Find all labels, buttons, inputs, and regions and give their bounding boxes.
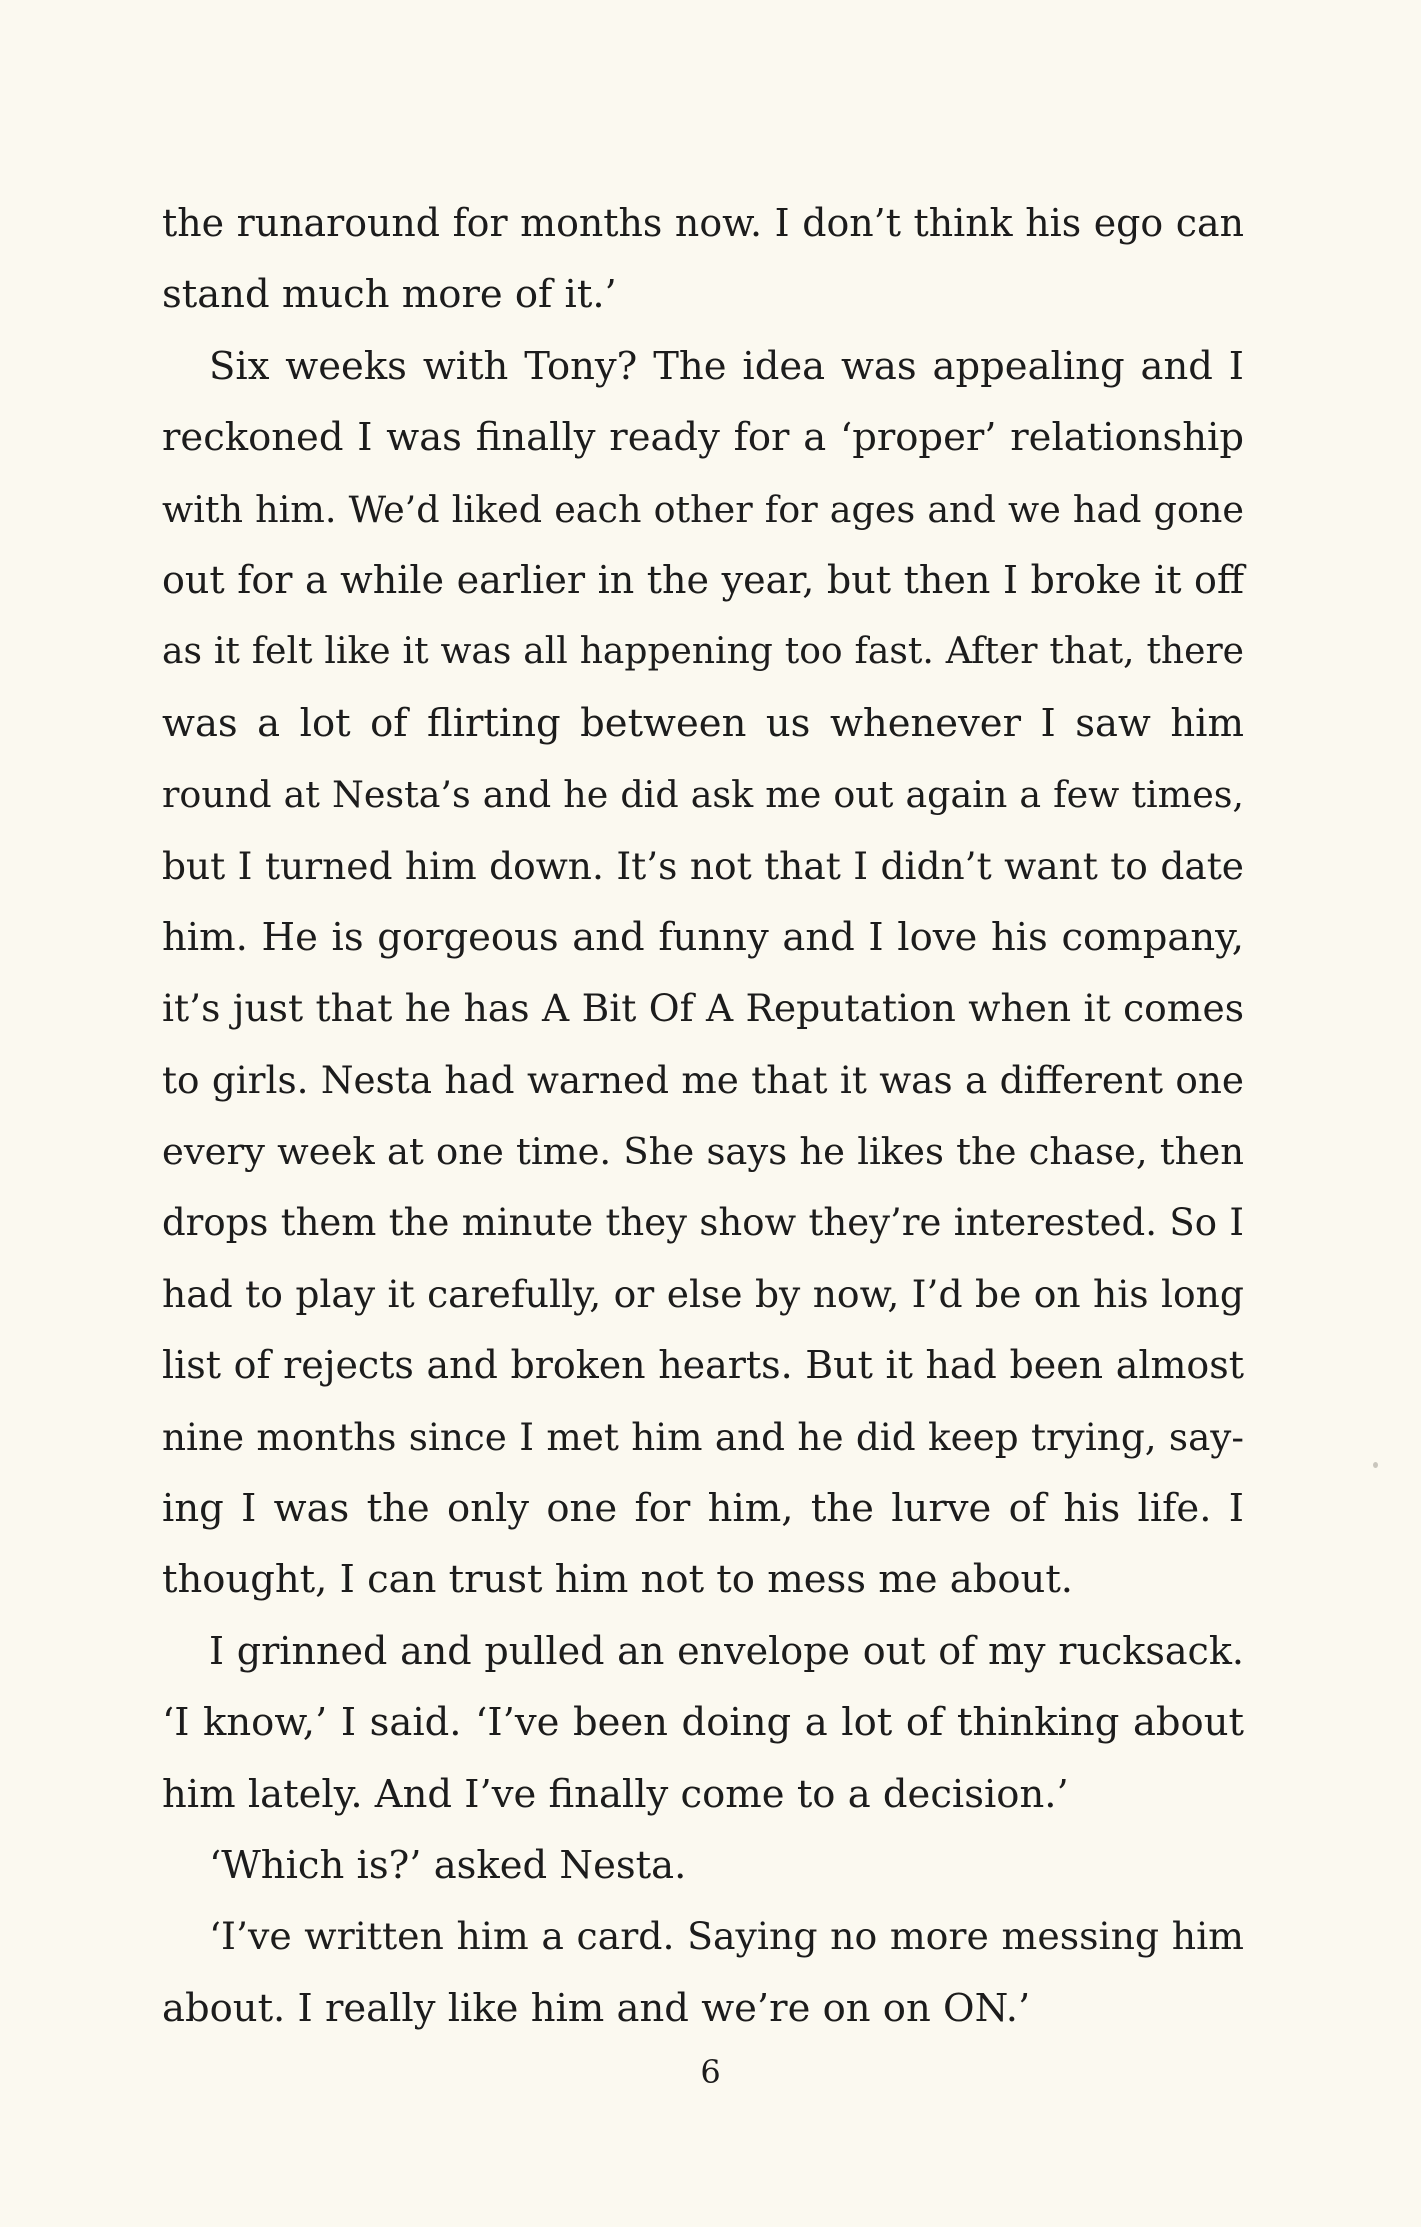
text-line: had to play it carefully, or else by now, I’d be on his long <box>162 1271 1244 1316</box>
text-line: with him. We’d liked each other for ages and we had gone <box>162 487 1244 531</box>
text-line: out for a while earlier in the year, but then I broke it off <box>162 557 1244 602</box>
text-line: the runaround for months now. I don’t think his ego can <box>162 201 1244 245</box>
text-line: stand much more of it.’ <box>162 272 617 318</box>
text-line: was a lot of flirting between us whenever I saw him <box>162 700 1244 746</box>
text-line: reckoned I was finally ready for a ‘proper’ relationship <box>162 415 1244 461</box>
text-line: him lately. And I’ve finally come to a decision.’ <box>162 1771 1069 1817</box>
text-line: but I turned him down. It’s not that I didn’t want to date <box>162 843 1244 888</box>
text-line: it’s just that he has A Bit Of A Reputation when it comes <box>162 986 1244 1031</box>
text-line: Six weeks with Tony? The idea was appealing and I <box>209 343 1244 389</box>
text-line: thought, I can trust him not to mess me about. <box>162 1557 1074 1603</box>
text-line: I grinned and pulled an envelope out of my rucksack. <box>209 1628 1244 1673</box>
text-line: about. I really like him and we’re on on ON.’ <box>162 1985 1031 2031</box>
text-line: drops them the minute they show they’re interested. So I <box>162 1201 1244 1245</box>
text-line: to girls. Nesta had warned me that it was a different one <box>162 1057 1244 1102</box>
text-line: round at Nesta’s and he did ask me out again a few times, <box>162 773 1244 817</box>
text-line: as it felt like it was all happening too fast. After that, there <box>162 631 1244 673</box>
text-line: every week at one time. She says he likes the chase, then <box>162 1130 1244 1174</box>
page-number: 6 <box>700 2053 721 2091</box>
text-line: ‘Which is?’ asked Nesta. <box>209 1842 687 1888</box>
text-line: him. He is gorgeous and funny and I love his company, <box>162 914 1244 960</box>
text-line: nine months since I met him and he did keep trying, say- <box>162 1414 1244 1459</box>
text-line: list of rejects and broken hearts. But it had been almost <box>162 1343 1244 1388</box>
body-text <box>162 188 1244 2044</box>
text-line: ing I was the only one for him, the lurve of his life. I <box>162 1486 1244 1532</box>
paper-speck <box>1373 1462 1378 1468</box>
text-line: ‘I’ve written him a card. Saying no more messing him <box>209 1914 1244 1959</box>
text-line: ‘I know,’ I said. ‘I’ve been doing a lot of thinking about <box>162 1700 1244 1746</box>
